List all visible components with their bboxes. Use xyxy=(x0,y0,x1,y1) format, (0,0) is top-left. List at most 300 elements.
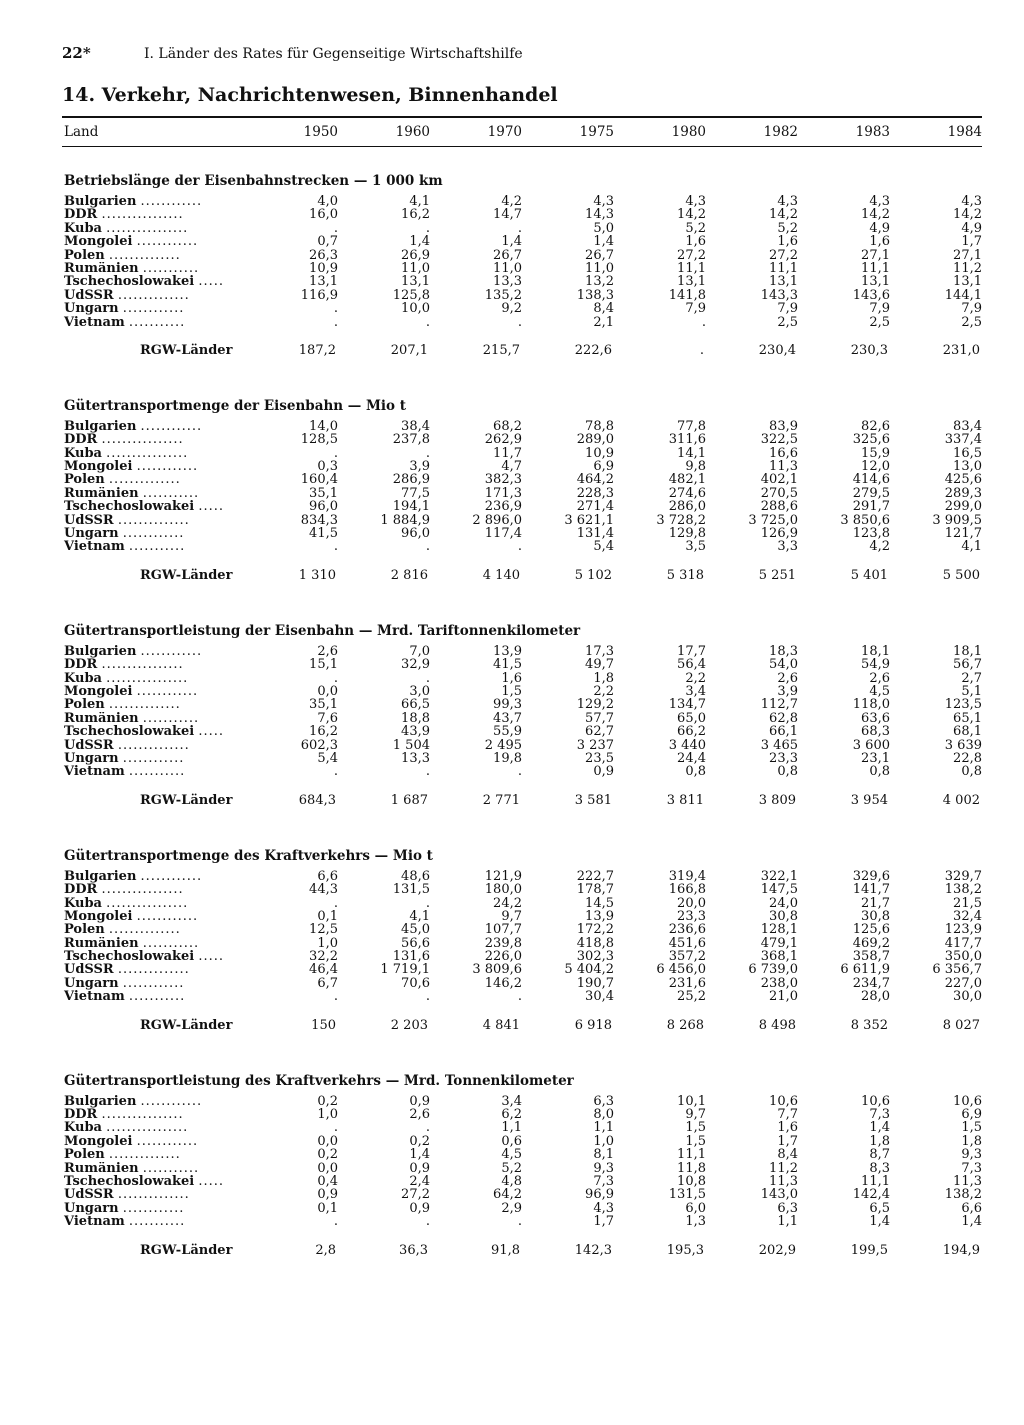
value-cell: 2,5 xyxy=(869,314,890,330)
total-row xyxy=(62,1018,982,1034)
value-cell: 239,8 xyxy=(484,935,522,951)
value-cell: 238,0 xyxy=(760,975,798,991)
value-cell: 27,1 xyxy=(953,247,982,263)
value-cell: 1,4 xyxy=(593,234,614,250)
country-name: Mongolei xyxy=(64,460,133,474)
table-header xyxy=(62,118,982,146)
value-cell: 10,1 xyxy=(677,1093,706,1109)
value-cell: 12,5 xyxy=(309,922,338,938)
value-cell: 107,7 xyxy=(484,922,522,938)
country-name: Polen xyxy=(64,473,105,487)
table-row xyxy=(62,1215,982,1228)
value-cell: 32,4 xyxy=(953,908,982,924)
leader-dots: ................ xyxy=(106,896,189,910)
table-row xyxy=(62,725,982,738)
value-cell: 2,6 xyxy=(409,1107,430,1123)
value-cell: 479,1 xyxy=(760,935,798,951)
value-cell: . xyxy=(517,989,522,1005)
table-row xyxy=(62,500,982,513)
value-cell: 1,6 xyxy=(685,234,706,250)
value-cell: 1,4 xyxy=(409,1147,430,1163)
value-cell: 451,6 xyxy=(668,935,706,951)
year-header: 1970 xyxy=(487,124,522,140)
value-cell: 131,6 xyxy=(392,949,430,965)
country-cell xyxy=(62,235,246,248)
value-cell: 288,6 xyxy=(760,499,798,515)
value-cell: 96,0 xyxy=(309,499,338,515)
leader-dots: .............. xyxy=(108,698,181,712)
leader-dots: ........... xyxy=(142,261,200,276)
country-name: Bulgarien xyxy=(64,1094,137,1109)
table-row xyxy=(62,923,982,936)
value-cell: 10,0 xyxy=(401,301,430,317)
value-cell: 0,8 xyxy=(869,764,890,780)
value-cell: . xyxy=(333,989,338,1005)
country-cell xyxy=(62,316,246,329)
value-cell: . xyxy=(425,220,430,236)
value-cell: 469,2 xyxy=(852,935,890,951)
value-cell: 5,4 xyxy=(317,750,338,766)
value-cell: 10,9 xyxy=(309,260,338,276)
country-name: Bulgarien xyxy=(64,869,137,884)
value-cell: . xyxy=(517,1214,522,1230)
leader-dots: ........... xyxy=(128,1215,186,1229)
value-cell: 8,0 xyxy=(593,1107,614,1123)
value-cell: 16,2 xyxy=(309,724,338,740)
value-cell: 6,9 xyxy=(961,1107,982,1123)
value-cell: . xyxy=(425,764,430,780)
value-cell: 14,2 xyxy=(953,207,982,223)
value-cell: 77,5 xyxy=(401,485,430,501)
value-cell: 143,6 xyxy=(852,287,890,303)
value-cell: 25,2 xyxy=(677,989,706,1005)
value-cell: 27,2 xyxy=(677,247,706,263)
value-cell: 0,2 xyxy=(409,1133,430,1149)
country-cell xyxy=(62,514,246,527)
value-cell: 11,3 xyxy=(953,1173,982,1189)
value-cell: 6,6 xyxy=(317,868,338,884)
value-cell: 3 440 xyxy=(668,737,706,753)
value-cell: 3 909,5 xyxy=(932,512,982,528)
value-cell: 425,6 xyxy=(944,472,982,488)
value-cell: 7,6 xyxy=(317,710,338,726)
value-cell: . xyxy=(333,764,338,780)
value-cell: 121,9 xyxy=(484,868,522,884)
country-cell xyxy=(62,1162,246,1175)
country-cell xyxy=(62,1135,246,1148)
value-cell: 11,0 xyxy=(585,260,614,276)
value-cell: 16,5 xyxy=(953,445,982,461)
table-row xyxy=(62,1148,982,1161)
value-cell: 1,4 xyxy=(869,1214,890,1230)
value-cell: 1,5 xyxy=(685,1120,706,1136)
table-row xyxy=(62,540,982,553)
value-cell: 4,3 xyxy=(593,1200,614,1216)
country-cell xyxy=(62,658,246,671)
table-row xyxy=(62,195,982,208)
value-cell: 68,3 xyxy=(861,724,890,740)
value-cell: 9,7 xyxy=(501,908,522,924)
value-cell: 70,6 xyxy=(401,975,430,991)
block-title: Betriebslänge der Eisenbahnstrecken — 1 000 km xyxy=(64,173,443,189)
value-cell: 1 884,9 xyxy=(380,512,430,528)
country-cell xyxy=(62,883,246,896)
value-cell: 1 504 xyxy=(392,737,430,753)
value-cell: 141,8 xyxy=(668,287,706,303)
value-cell: 8,4 xyxy=(777,1147,798,1163)
value-cell: 11,7 xyxy=(493,445,522,461)
value-cell: 3,9 xyxy=(777,683,798,699)
value-cell: 129,8 xyxy=(668,526,706,542)
table-row xyxy=(62,433,982,446)
total-label: RGW-Länder xyxy=(140,1242,233,1258)
value-cell: 3,4 xyxy=(685,683,706,699)
country-name: Ungarn xyxy=(64,527,119,541)
value-cell: 5,2 xyxy=(777,220,798,236)
country-cell xyxy=(62,289,246,302)
value-cell: 147,5 xyxy=(760,882,798,898)
value-cell: 23,5 xyxy=(585,750,614,766)
value-cell: 32,9 xyxy=(401,657,430,673)
value-cell: 131,4 xyxy=(576,526,614,542)
year-header: 1984 xyxy=(947,124,982,140)
value-cell: 1,3 xyxy=(685,1214,706,1230)
value-cell: . xyxy=(425,670,430,686)
total-value-cell: 8 268 xyxy=(666,1017,704,1033)
country-cell xyxy=(62,990,246,1003)
value-cell: 18,1 xyxy=(953,643,982,659)
value-cell: 10,6 xyxy=(769,1093,798,1109)
table-row xyxy=(62,302,982,315)
country-cell xyxy=(62,1175,246,1188)
value-cell: 417,7 xyxy=(944,935,982,951)
value-cell: 13,1 xyxy=(677,274,706,290)
table-row xyxy=(62,289,982,302)
value-cell: 116,9 xyxy=(300,287,338,303)
value-cell: 1,4 xyxy=(869,1120,890,1136)
country-name: UdSSR xyxy=(64,738,114,752)
value-cell: 44,3 xyxy=(309,882,338,898)
country-cell xyxy=(62,672,246,685)
value-cell: 178,7 xyxy=(576,882,614,898)
leader-dots: ................ xyxy=(106,446,189,461)
country-cell xyxy=(62,1095,246,1108)
block-title: Gütertransportmenge der Eisenbahn — Mio t xyxy=(64,397,406,414)
value-cell: . xyxy=(333,220,338,236)
value-cell: 2,5 xyxy=(961,314,982,330)
leader-dots: .............. xyxy=(108,473,181,487)
value-cell: 1,7 xyxy=(593,1214,614,1230)
value-cell: 13,3 xyxy=(401,750,430,766)
value-cell: 3 621,1 xyxy=(564,512,614,528)
country-name: Bulgarien xyxy=(64,195,137,209)
value-cell: . xyxy=(333,539,338,555)
country-cell xyxy=(62,698,246,711)
table-row xyxy=(62,1162,982,1175)
country-cell xyxy=(62,752,246,765)
value-cell: 0,8 xyxy=(777,764,798,780)
value-cell: 286,0 xyxy=(668,499,706,515)
value-cell: 11,3 xyxy=(769,1173,798,1189)
value-cell: 146,2 xyxy=(484,975,522,991)
value-cell: 9,7 xyxy=(685,1107,706,1123)
value-cell: 1,5 xyxy=(685,1133,706,1149)
country-cell xyxy=(62,897,246,910)
value-cell: 231,6 xyxy=(668,975,706,991)
value-cell: 1,0 xyxy=(593,1133,614,1149)
value-cell: 2,9 xyxy=(501,1200,522,1216)
country-name: Kuba xyxy=(64,446,102,461)
total-label: RGW-Länder xyxy=(140,567,233,583)
leader-dots: .............. xyxy=(108,1148,181,1162)
value-cell: 26,7 xyxy=(585,247,614,263)
total-value-cell: 215,7 xyxy=(482,342,520,358)
value-cell: 9,3 xyxy=(593,1160,614,1176)
total-value-cell: 3 811 xyxy=(666,792,704,808)
leader-dots: ................ xyxy=(101,883,184,897)
value-cell: 418,8 xyxy=(576,935,614,951)
value-cell: 289,3 xyxy=(944,485,982,501)
table-row xyxy=(62,222,982,235)
total-value-cell: 2,8 xyxy=(315,1242,336,1258)
value-cell: 14,1 xyxy=(677,445,706,461)
value-cell: 123,5 xyxy=(944,697,982,713)
leader-dots: ............ xyxy=(136,684,199,699)
country-name: Ungarn xyxy=(64,1201,119,1216)
table-body xyxy=(62,173,982,1259)
table-row xyxy=(62,883,982,896)
value-cell: 2,2 xyxy=(593,683,614,699)
leader-dots: .............. xyxy=(117,288,190,303)
value-cell: 286,9 xyxy=(392,472,430,488)
leader-dots: ............ xyxy=(122,302,185,316)
country-name: Tschechoslowakei xyxy=(64,1174,195,1189)
value-cell: 38,4 xyxy=(401,418,430,434)
value-cell: 299,0 xyxy=(944,499,982,515)
leader-dots: ........... xyxy=(142,711,200,726)
country-cell xyxy=(62,1202,246,1215)
value-cell: 96,0 xyxy=(401,526,430,542)
value-cell: 117,4 xyxy=(484,526,522,542)
value-cell: 357,2 xyxy=(668,949,706,965)
value-cell: 1,7 xyxy=(777,1133,798,1149)
table-row xyxy=(62,1108,982,1121)
statistics-block xyxy=(62,1073,982,1259)
value-cell: 0,0 xyxy=(317,1160,338,1176)
value-cell: 3 725,0 xyxy=(748,512,798,528)
leader-dots: .............. xyxy=(117,738,190,752)
leader-dots: ........... xyxy=(142,486,200,501)
value-cell: 322,1 xyxy=(760,868,798,884)
value-cell: 121,7 xyxy=(944,526,982,542)
value-cell: 46,4 xyxy=(309,962,338,978)
leader-dots: ..... xyxy=(198,725,225,739)
country-cell xyxy=(62,487,246,500)
value-cell: 11,0 xyxy=(401,260,430,276)
table-row xyxy=(62,752,982,765)
value-cell: 54,9 xyxy=(861,657,890,673)
country-name: Vietnam xyxy=(64,765,125,779)
country-cell xyxy=(62,645,246,658)
country-name: Ungarn xyxy=(64,302,119,316)
value-cell: 4,5 xyxy=(501,1147,522,1163)
value-cell: 226,0 xyxy=(484,949,522,965)
value-cell: 17,3 xyxy=(585,643,614,659)
value-cell: 131,5 xyxy=(668,1187,706,1203)
value-cell: 13,3 xyxy=(493,274,522,290)
leader-dots: ............ xyxy=(136,460,199,474)
value-cell: . xyxy=(425,989,430,1005)
value-cell: 4,3 xyxy=(777,194,798,209)
value-cell: 13,0 xyxy=(953,459,982,475)
value-cell: 4,9 xyxy=(961,220,982,236)
total-value-cell: . xyxy=(699,342,704,358)
country-cell xyxy=(62,923,246,936)
leader-dots: .............. xyxy=(108,248,181,262)
value-cell: 4,2 xyxy=(869,539,890,555)
value-cell: 6,9 xyxy=(593,459,614,475)
value-cell: 63,6 xyxy=(861,710,890,726)
value-cell: . xyxy=(425,1214,430,1230)
value-cell: 1,7 xyxy=(961,234,982,250)
leader-dots: ........... xyxy=(128,540,186,554)
leader-dots: ............ xyxy=(140,869,203,884)
value-cell: 5,2 xyxy=(685,220,706,236)
country-name: DDR xyxy=(64,208,98,222)
value-cell: 0,9 xyxy=(409,1200,430,1216)
value-cell: 27,1 xyxy=(861,247,890,263)
country-cell xyxy=(62,249,246,262)
country-name: Rumänien xyxy=(64,1161,139,1175)
country-name: Rumänien xyxy=(64,711,139,726)
year-header: 1982 xyxy=(763,124,798,140)
country-name: Polen xyxy=(64,698,105,712)
country-name: Vietnam xyxy=(64,1215,125,1229)
value-cell: . xyxy=(425,445,430,461)
value-cell: 141,7 xyxy=(852,882,890,898)
leader-dots: ............ xyxy=(122,751,185,766)
value-cell: 236,9 xyxy=(484,499,522,515)
value-cell: . xyxy=(333,1120,338,1136)
value-cell: 129,2 xyxy=(576,697,614,713)
country-name: Tschechoslowakei xyxy=(64,275,195,289)
value-cell: 2,6 xyxy=(317,643,338,659)
value-cell: 24,4 xyxy=(677,750,706,766)
value-cell: 21,5 xyxy=(953,895,982,911)
value-cell: 3,3 xyxy=(777,539,798,555)
value-cell: 68,2 xyxy=(493,418,522,434)
value-cell: 11,1 xyxy=(861,1173,890,1189)
document-page xyxy=(62,44,982,1259)
value-cell: 21,7 xyxy=(861,895,890,911)
value-cell: 62,8 xyxy=(769,710,798,726)
leader-dots: ............ xyxy=(136,235,199,249)
value-cell: 22,8 xyxy=(953,750,982,766)
table-row xyxy=(62,1188,982,1201)
value-cell: 0,9 xyxy=(317,1187,338,1203)
value-cell: 0,0 xyxy=(317,683,338,699)
country-cell xyxy=(62,262,246,275)
block-rows xyxy=(62,870,982,1004)
value-cell: 135,2 xyxy=(484,287,522,303)
country-name: Tschechoslowakei xyxy=(64,500,195,514)
table-row xyxy=(62,527,982,540)
leader-dots: ............ xyxy=(140,1094,203,1109)
running-header xyxy=(62,44,982,66)
value-cell: 14,5 xyxy=(585,895,614,911)
table-row xyxy=(62,262,982,275)
country-cell xyxy=(62,447,246,460)
leader-dots: ..... xyxy=(198,950,225,964)
value-cell: 35,1 xyxy=(309,485,338,501)
value-cell: 329,6 xyxy=(852,868,890,884)
country-cell xyxy=(62,937,246,950)
value-cell: 27,2 xyxy=(401,1187,430,1203)
country-cell xyxy=(62,910,246,923)
value-cell: 2,4 xyxy=(409,1173,430,1189)
value-cell: 1 719,1 xyxy=(380,962,430,978)
total-value-cell: 194,9 xyxy=(942,1242,980,1258)
value-cell: 2 896,0 xyxy=(472,512,522,528)
total-value-cell: 1 687 xyxy=(390,792,428,808)
leader-dots: .............. xyxy=(108,923,181,937)
value-cell: 414,6 xyxy=(852,472,890,488)
value-cell: 834,3 xyxy=(300,512,338,528)
value-cell: 1,5 xyxy=(501,683,522,699)
value-cell: 8,7 xyxy=(869,1147,890,1163)
value-cell: 0,4 xyxy=(317,1173,338,1189)
leader-dots: ........... xyxy=(128,315,186,329)
value-cell: 1,6 xyxy=(777,1120,798,1136)
total-value-cell: 5 401 xyxy=(850,567,888,583)
value-cell: 6,2 xyxy=(501,1107,522,1123)
value-cell: 0,0 xyxy=(317,1133,338,1149)
country-cell xyxy=(62,963,246,976)
table-row xyxy=(62,990,982,1003)
country-name: Ungarn xyxy=(64,976,119,991)
leader-dots: ............ xyxy=(140,644,203,659)
total-row xyxy=(62,343,982,359)
block-rows xyxy=(62,645,982,779)
statistics-block xyxy=(62,398,982,584)
value-cell: 482,1 xyxy=(668,472,706,488)
value-cell: 21,0 xyxy=(769,989,798,1005)
value-cell: . xyxy=(425,314,430,330)
value-cell: 18,1 xyxy=(861,643,890,659)
value-cell: 138,3 xyxy=(576,287,614,303)
value-cell: 311,6 xyxy=(668,432,706,448)
leader-dots: ............ xyxy=(122,527,185,541)
value-cell: 138,2 xyxy=(944,1187,982,1203)
country-name: Polen xyxy=(64,1148,105,1162)
year-header: 1983 xyxy=(855,124,890,140)
country-cell xyxy=(62,302,246,315)
leader-dots: ........... xyxy=(142,936,200,951)
value-cell: 15,9 xyxy=(861,445,890,461)
block-rows xyxy=(62,195,982,329)
total-value-cell: 230,3 xyxy=(850,342,888,358)
country-cell xyxy=(62,433,246,446)
country-name: UdSSR xyxy=(64,963,114,977)
total-value-cell: 150 xyxy=(311,1017,336,1033)
value-cell: 237,8 xyxy=(392,432,430,448)
block-title: Gütertransportleistung der Eisenbahn — Mrd. Tariftonnenkilometer xyxy=(64,622,581,639)
value-cell: 0,1 xyxy=(317,1200,338,1216)
table-row xyxy=(62,1121,982,1134)
value-cell: 1,5 xyxy=(961,1120,982,1136)
value-cell: . xyxy=(333,445,338,461)
value-cell: 3 600 xyxy=(852,737,890,753)
